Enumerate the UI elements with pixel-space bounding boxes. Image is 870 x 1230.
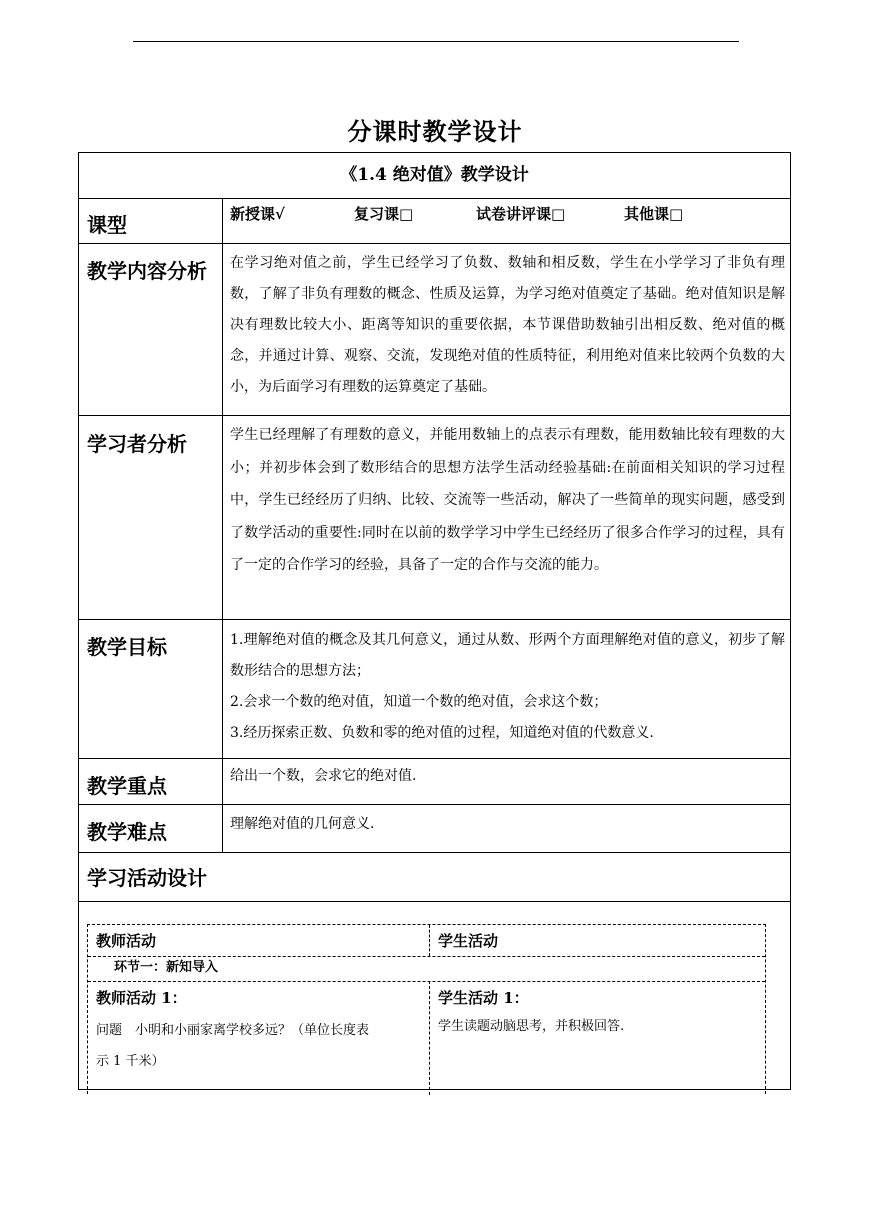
objective-item: 3.经历探索正数、负数和零的绝对值的过程，知道绝对值的代数意义. [230, 725, 654, 741]
header-rule [133, 41, 739, 42]
option-other-lesson: 其他课□ [624, 205, 684, 223]
learner-analysis-label: 学习者分析 [87, 432, 187, 456]
activity-table [87, 924, 766, 1094]
lesson-type-options [230, 203, 683, 224]
objective-item: 2.会求一个数的绝对值，知道一个数的绝对值，会求这个数； [230, 694, 608, 710]
learner-analysis-text: 学生已经理解了有理数的意义，并能用数轴上的点表示有理数，能用数轴比较有理数的大小；并初步体会到了数形结合的思想方法学生活动经验基础:在前面相关知识的学习过程中，学生已经经历了归纳、比较、交流等一些活动，解决了一些简单的现实问题，感受到了数学活动的重要性:同时在以前的数学学习中学生已经经历了很多合作学习的过程，具有了一定的合作学习的经验，具备了一定的合作与交流的能力。 [230, 427, 785, 573]
page-title: 分课时教学设计 [347, 117, 523, 146]
objective-item: 1.理解绝对值的概念及其几何意义，通过从数、形两个方面理解绝对值的意义，初步了解数形结合的思想方法； [230, 632, 785, 679]
row-divider [79, 243, 790, 244]
difficulty-label: 教学难点 [87, 820, 167, 844]
teacher-activity-1-line1: 问题 小明和小丽家离学校多远？（单位长度表 [96, 1023, 370, 1038]
table-subtitle: 《1.4 绝对值》教学设计 [340, 165, 529, 185]
content-analysis-label: 教学内容分析 [87, 259, 207, 283]
student-activity-1-label: 学生活动 1： [438, 989, 529, 1007]
teacher-activity-header: 教师活动 [96, 932, 157, 950]
option-test-review-lesson: 试卷讲评课□ [476, 205, 566, 223]
teacher-activity-1-label: 教师活动 1： [96, 989, 187, 1007]
option-review-lesson: 复习课□ [354, 205, 414, 223]
section-heading: 环节一：新知导入 [114, 960, 219, 975]
activity-column-divider [429, 981, 430, 1095]
activity-design-label: 学习活动设计 [87, 866, 207, 890]
key-point-label: 教学重点 [87, 774, 167, 798]
student-activity-1-text: 学生读题动脑思考，并积极回答. [438, 1019, 625, 1034]
key-point-text: 给出一个数，会求它的绝对值. [230, 768, 417, 784]
difficulty-text: 理解绝对值的几何意义. [230, 816, 375, 832]
row-divider [79, 415, 790, 416]
row-divider [79, 901, 790, 902]
lesson-type-label: 课型 [87, 213, 127, 237]
content-analysis-text: 在学习绝对值之前，学生已经学习了负数、数轴和相反数，学生在小学学习了非负有理数，了解了非负有理数的概念、性质及运算，为学习绝对值奠定了基础。绝对值知识是解决有理数比较大小、距离等知识的重要依据，本节课借助数轴引出相反数、绝对值的概念，并通过计算、观察、交流，发现绝对值的性质特征，利用绝对值来比较两个负数的大小，为后面学习有理数的运算奠定了基础。 [230, 255, 785, 395]
lesson-design-table [78, 152, 791, 1090]
row-divider [79, 758, 790, 759]
column-divider [222, 198, 223, 852]
objectives-label: 教学目标 [87, 635, 167, 659]
activity-row-divider [88, 981, 765, 982]
row-divider [79, 852, 790, 853]
row-divider [79, 198, 790, 199]
activity-column-divider [429, 925, 430, 956]
teacher-activity-1-line2: 示 1 千米） [96, 1054, 165, 1069]
row-divider [79, 619, 790, 620]
row-divider [79, 804, 790, 805]
option-new-lesson: 新授课√ [230, 205, 285, 223]
objectives-list [230, 625, 785, 749]
student-activity-header: 学生活动 [438, 932, 499, 950]
